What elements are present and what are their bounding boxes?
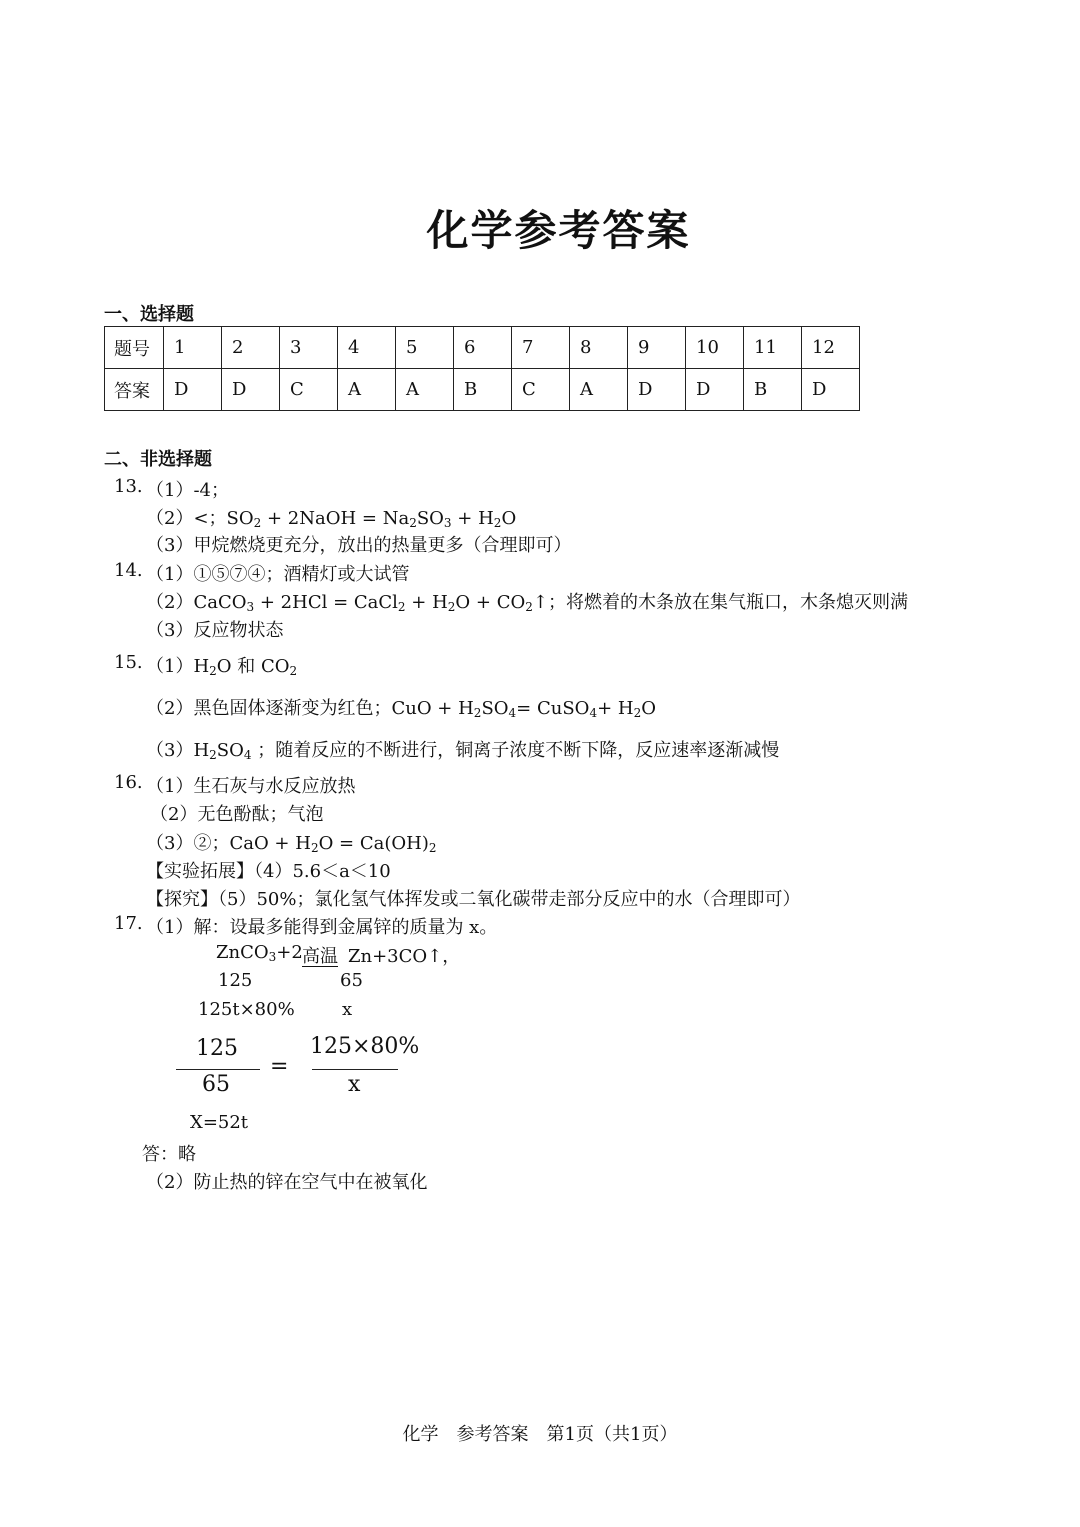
table-row-numbers	[105, 327, 860, 369]
cell-number: 4	[338, 327, 396, 369]
page-title: 化学参考答案	[426, 206, 691, 255]
q16-part5: 【探究】（5）50%；氯化氢气体挥发或二氧化碳带走部分反应中的水（合理即可）	[146, 889, 801, 910]
fraction1-bar	[176, 1069, 260, 1070]
cell-number: 2	[222, 327, 280, 369]
table-row-answers	[105, 369, 860, 411]
fraction1-numerator: 125	[196, 1036, 238, 1061]
q17-equation-left: ZnCO$_3$+2	[216, 942, 303, 964]
section-heading-nonchoice: 二、非选择题	[104, 449, 212, 470]
q17-given-1: 125t×80%	[198, 999, 295, 1020]
cell-number: 11	[744, 327, 802, 369]
q14-part3: （3）反应物状态	[146, 620, 284, 641]
section-heading-choice: 一、选择题	[104, 304, 194, 325]
row-header-answer: 答案	[105, 369, 164, 411]
q17-answer: 答：略	[142, 1144, 196, 1165]
q17-given-2: x	[342, 999, 353, 1020]
q16-part2: （2）无色酚酞；气泡	[150, 804, 324, 825]
fraction1-denominator: 65	[202, 1072, 230, 1097]
q13-part2: （2）<；$SO_2$ + 2NaOH = $Na_2SO_3 + H_2O$	[146, 508, 517, 530]
q17-equation-right: Zn+3CO↑，	[348, 946, 461, 967]
q15-part2: （2）黑色固体逐渐变为红色；CuO + $H_2SO_4=$ CuSO$_4$+ $H_2O$	[146, 698, 656, 720]
cell-answer: C	[280, 369, 338, 411]
cell-answer: D	[802, 369, 860, 411]
cell-answer: D	[222, 369, 280, 411]
cell-answer: A	[396, 369, 454, 411]
cell-number: 8	[570, 327, 628, 369]
question-number-16: 16.	[114, 772, 143, 793]
question-number-15: 15.	[114, 652, 143, 673]
q17-part2: （2）防止热的锌在空气中在被氧化	[146, 1172, 428, 1193]
cell-answer: B	[454, 369, 512, 411]
q13-part1: （1）-4；	[146, 480, 229, 501]
cell-answer: A	[338, 369, 396, 411]
fraction-equals: =	[270, 1054, 289, 1079]
question-number-13: 13.	[114, 476, 143, 497]
q14-part2: （2）CaCO$_3$ + 2HCl = CaCl$_2$ + $H_2O$ + $CO_2↑$；将燃着的木条放在集气瓶口，木条熄灭则满	[146, 592, 908, 614]
q16-part3: （3）②；CaO + $H_2O = Ca(OH)_2$	[146, 833, 437, 855]
q14-part1: （1）①⑤⑦④；酒精灯或大试管	[146, 564, 410, 585]
cell-answer: A	[570, 369, 628, 411]
cell-answer: D	[164, 369, 222, 411]
q15-part3: $(3)H_2SO_4$ ；随着反应的不断进行，铜离子浓度不断下降，反应速率逐渐减慢	[146, 740, 780, 762]
fraction2-bar	[312, 1069, 398, 1070]
cell-answer: D	[686, 369, 744, 411]
q17-molar-mass-1: 125	[218, 970, 253, 991]
question-number-14: 14.	[114, 560, 143, 581]
cell-number: 7	[512, 327, 570, 369]
q13-part3: （3）甲烷燃烧更充分，放出的热量更多（合理即可）	[146, 535, 572, 556]
question-number-17: 17.	[114, 913, 143, 934]
cell-number: 3	[280, 327, 338, 369]
cell-number: 12	[802, 327, 860, 369]
q15-part1: $(1)H_2O$ 和 $CO_2$	[146, 656, 298, 678]
cell-number: 5	[396, 327, 454, 369]
q16-part4: 【实验拓展】（4）5.6＜a＜10	[146, 861, 391, 882]
q17-equation-condition: 高温	[302, 946, 338, 967]
cell-number: 6	[454, 327, 512, 369]
q17-molar-mass-2: 65	[340, 970, 363, 991]
page-footer: 化学 参考答案 第1页（共1页）	[402, 1424, 678, 1445]
q17-part1: （1）解：设最多能得到金属锌的质量为 x。	[146, 917, 498, 938]
cell-number: 9	[628, 327, 686, 369]
cell-answer: B	[744, 369, 802, 411]
answer-table	[104, 326, 860, 411]
fraction2-denominator: x	[348, 1072, 361, 1097]
q16-part1: （1）生石灰与水反应放热	[146, 776, 356, 797]
cell-answer: D	[628, 369, 686, 411]
row-header-number: 题号	[105, 327, 164, 369]
cell-answer: C	[512, 369, 570, 411]
cell-number: 1	[164, 327, 222, 369]
q17-result: X=52t	[190, 1112, 249, 1133]
cell-number: 10	[686, 327, 744, 369]
fraction2-numerator: 125×80%	[310, 1034, 420, 1059]
